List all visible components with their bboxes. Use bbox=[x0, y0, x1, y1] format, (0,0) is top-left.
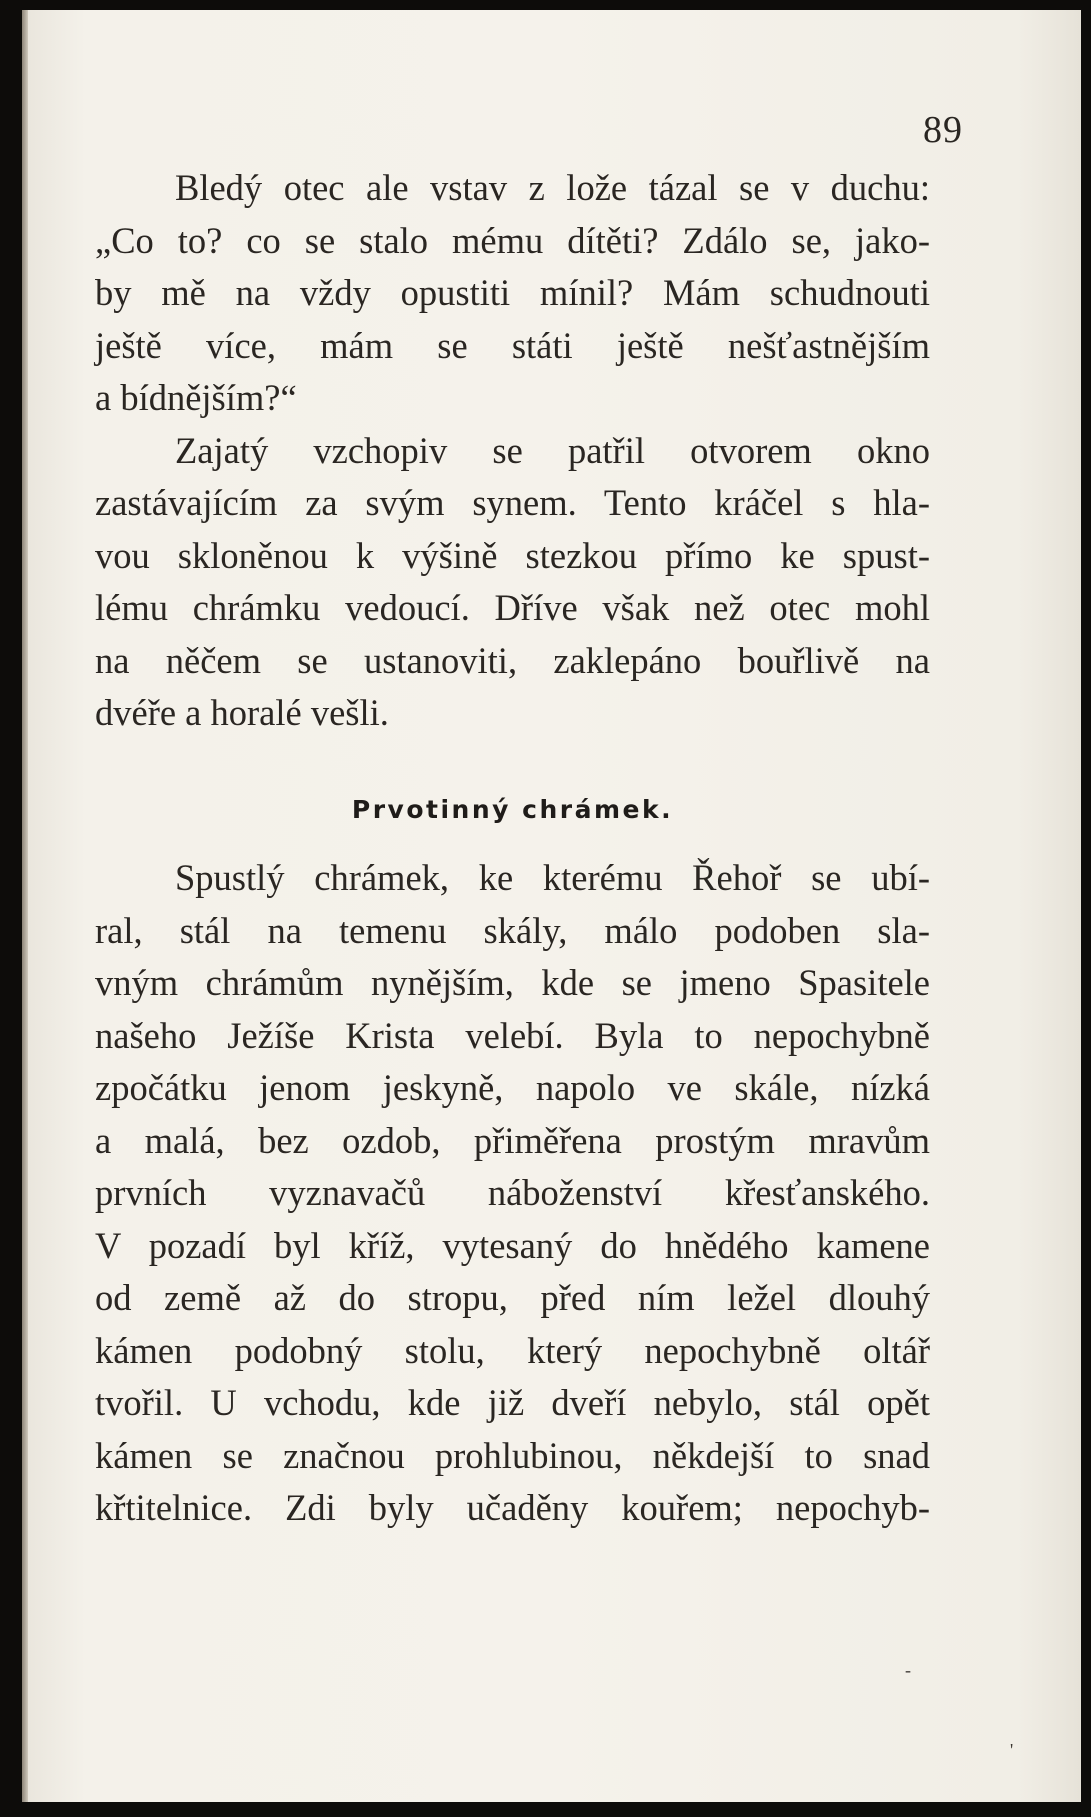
page-text bbox=[95, 162, 930, 1535]
paper-speck: - bbox=[905, 1660, 911, 1680]
paragraph-3 bbox=[95, 852, 930, 1535]
text-line: našeho Ježíše Krista velebí. Byla to nepochybně bbox=[95, 1014, 930, 1056]
text-line: „Co to? co se stalo mému dítěti? Zdálo se, jako- bbox=[95, 219, 930, 261]
text-line: lému chrámku vedoucí. Dříve však než otec mohl bbox=[95, 587, 930, 628]
text-line: Bledý otec ale vstav z lože tázal se v duchu: bbox=[175, 167, 930, 208]
text-line: křtitelnice. Zdi byly učaděny kouřem; nepochyb- bbox=[95, 1487, 930, 1528]
text-line: a bídnějším?“ bbox=[95, 377, 297, 418]
text-line: zastávajícím za svým synem. Tento kráčel s hla- bbox=[95, 482, 930, 523]
text-line: Zajatý vzchopiv se patřil otvorem okno bbox=[175, 429, 930, 471]
paragraph-2 bbox=[95, 425, 930, 740]
text-line: prvních vyznavačů náboženství křesťanského. bbox=[95, 1172, 930, 1213]
paper-speck: ' bbox=[1010, 1740, 1014, 1760]
text-line: zpočátku jenom jeskyně, napolo ve skále, nízká bbox=[95, 1067, 930, 1108]
text-line: na něčem se ustanoviti, zaklepáno bouřlivě na bbox=[95, 639, 930, 681]
text-line: kámen podobný stolu, který nepochybně oltář bbox=[95, 1329, 930, 1371]
text-line: ještě více, mám se státi ještě nešťastnějším bbox=[95, 324, 930, 366]
text-line: a malá, bez ozdob, přiměřena prostým mravům bbox=[95, 1119, 930, 1161]
page-number: 89 bbox=[923, 109, 963, 151]
text-line: dvéře a horalé vešli. bbox=[95, 692, 389, 733]
text-line: tvořil. U vchodu, kde již dveří nebylo, stál opět bbox=[95, 1382, 930, 1423]
paragraph-1 bbox=[95, 162, 930, 425]
text-line: od země až do stropu, před ním ležel dlouhý bbox=[95, 1277, 930, 1318]
page-binding-edge bbox=[22, 10, 28, 1802]
text-line: by mě na vždy opustiti mínil? Mám schudnouti bbox=[95, 272, 930, 313]
text-line: vou skloněnou k výšině stezkou přímo ke spust- bbox=[95, 534, 930, 576]
section-heading: Prvotinný chrámek. bbox=[351, 794, 674, 824]
text-line: Spustlý chrámek, ke kterému Řehoř se ubí- bbox=[175, 857, 930, 898]
text-line: kámen se značnou prohlubinou, někdejší to snad bbox=[95, 1434, 930, 1476]
text-line: V pozadí byl kříž, vytesaný do hnědého kamene bbox=[95, 1224, 930, 1266]
text-line: ral, stál na temenu skály, málo podoben sla- bbox=[95, 909, 930, 951]
text-line: vným chrámům nynějším, kde se jmeno Spasitele bbox=[95, 962, 930, 1003]
